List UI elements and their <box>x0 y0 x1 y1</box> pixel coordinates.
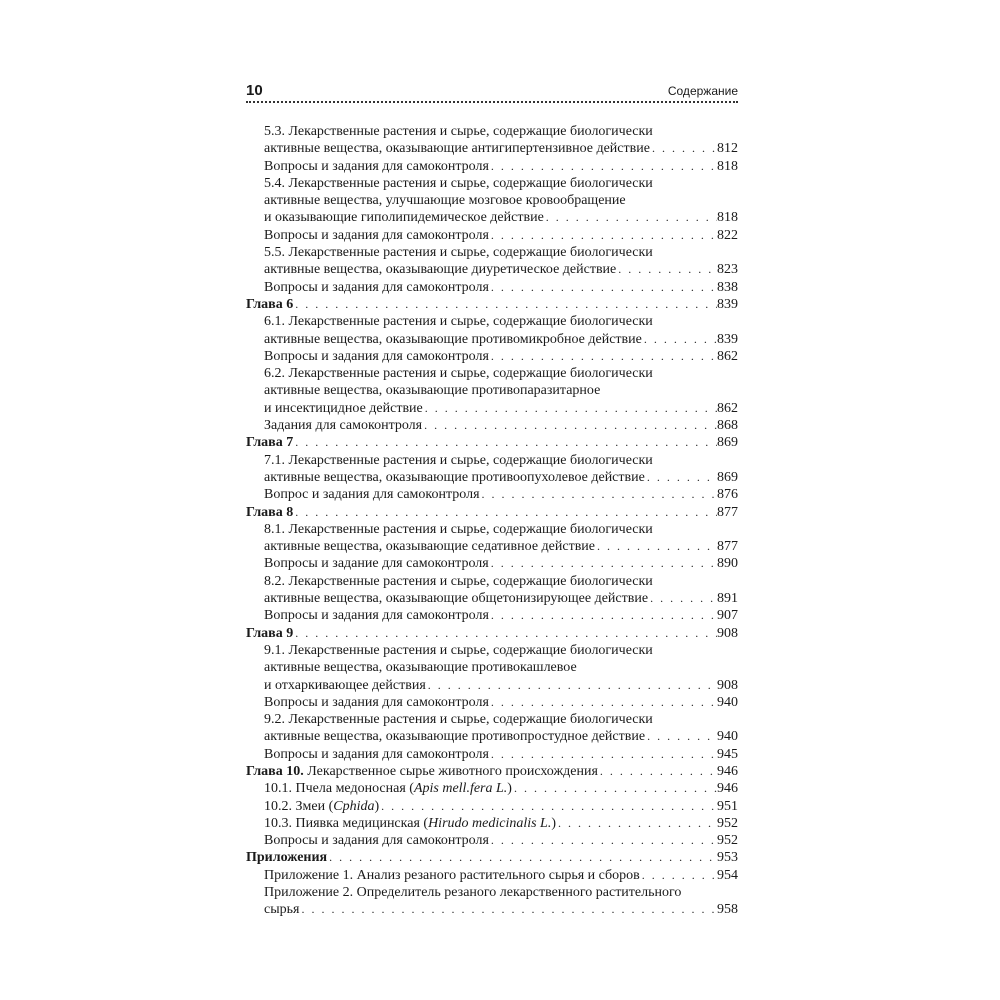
toc-entry <box>246 486 738 503</box>
toc-page-number: 877 <box>717 504 738 520</box>
toc-entry-line <box>246 123 738 140</box>
toc-entry-title: Глава 7 <box>246 435 294 451</box>
header-rule <box>246 101 738 103</box>
toc-entry-line <box>246 452 738 469</box>
toc-entry <box>246 815 738 832</box>
toc-entry-title: активные вещества, оказывающие противокашлевое <box>264 660 577 676</box>
toc-entry-title: активные вещества, оказывающие противоопухолевое действие <box>264 469 645 485</box>
toc-entry-title: активные вещества, оказывающие седативное действие <box>264 539 596 555</box>
dot-leader <box>645 728 717 745</box>
toc-entry-title: и отхаркивающее действия <box>264 677 426 693</box>
toc-page-number: 952 <box>717 833 738 849</box>
toc-entry-line <box>246 659 738 676</box>
dot-leader <box>293 625 717 642</box>
toc-entry-title: сырья <box>264 902 300 918</box>
toc-page-number: 890 <box>717 556 738 572</box>
toc-page-number: 877 <box>717 539 738 555</box>
dot-leader <box>480 486 717 503</box>
toc-entry-title: 8.2. Лекарственные растения и сырье, содержащие биологически <box>264 573 653 589</box>
toc-page-number: 953 <box>717 850 738 866</box>
toc-entry-title: 9.2. Лекарственные растения и сырье, содержащие биологически <box>264 712 653 728</box>
dot-leader <box>648 590 717 607</box>
toc-page-number: 862 <box>717 400 738 416</box>
dot-leader <box>293 504 717 521</box>
toc-entry-title: активные вещества, оказывающие противопростудное действие <box>264 729 646 745</box>
toc-page-number: 839 <box>717 331 738 347</box>
toc-entry <box>246 469 738 486</box>
toc-entry-line <box>246 365 738 382</box>
toc-entry <box>246 763 738 780</box>
toc-entry <box>246 607 738 624</box>
toc-entry <box>246 901 738 918</box>
toc-entry <box>246 140 738 157</box>
toc-page-number: 823 <box>717 262 738 278</box>
toc-entry-title: Вопросы и задания для самоконтроля <box>264 833 489 849</box>
toc-entry <box>246 209 738 226</box>
toc-entry <box>246 417 738 434</box>
running-title: Содержание <box>667 84 738 98</box>
dot-leader <box>423 400 717 417</box>
toc-entry-title: Вопросы и задания для самоконтроля <box>264 608 489 624</box>
dot-leader <box>379 798 717 815</box>
toc-entry <box>246 279 738 296</box>
toc-entry-title: Вопросы и задания для самоконтроля <box>264 227 489 243</box>
toc-page-number: 876 <box>717 487 738 503</box>
toc-entry <box>246 849 738 866</box>
toc-entry <box>246 832 738 849</box>
toc-entry-title: 9.1. Лекарственные растения и сырье, содержащие биологически <box>264 642 653 658</box>
dot-leader <box>640 867 717 884</box>
latin-name: Cphida <box>333 798 375 814</box>
toc-entry-title: 10.2. Змеи (Cphida) <box>264 798 380 814</box>
dot-leader <box>489 607 717 624</box>
toc-page-number: 954 <box>717 867 738 883</box>
toc-entry-title: 6.2. Лекарственные растения и сырье, содержащие биологически <box>264 366 653 382</box>
toc-entry <box>246 331 738 348</box>
toc-entry-title: активные вещества, улучшающие мозговое кровообращение <box>264 193 626 209</box>
dot-leader <box>489 348 717 365</box>
toc-entry <box>246 158 738 175</box>
toc-page-number: 945 <box>717 746 738 762</box>
toc-entry-title: Вопросы и задания для самоконтроля <box>264 746 489 762</box>
toc-entry-title: активные вещества, оказывающие противопаразитарное <box>264 383 601 399</box>
dot-leader <box>645 469 717 486</box>
toc-entry-title: Глава 9 <box>246 625 294 641</box>
toc-entry-title: 6.1. Лекарственные растения и сырье, содержащие биологически <box>264 314 653 330</box>
dot-leader <box>642 331 717 348</box>
dot-leader <box>489 555 717 572</box>
toc-entry-title: активные вещества, оказывающие антигипертензивное действие <box>264 141 650 157</box>
dot-leader <box>426 677 717 694</box>
toc-entry-line <box>246 192 738 209</box>
toc-entry-title: Вопросы и задания для самоконтроля <box>264 158 489 174</box>
toc-page-number: 907 <box>717 608 738 624</box>
toc-entry <box>246 780 738 797</box>
toc-entry-title: и оказывающие гиполипидемическое действие <box>264 210 544 226</box>
toc-page-number: 940 <box>717 729 738 745</box>
dot-leader <box>556 815 717 832</box>
dot-leader <box>489 158 717 175</box>
toc-entry <box>246 728 738 745</box>
toc-entry <box>246 227 738 244</box>
toc-page-number: 869 <box>717 469 738 485</box>
toc-entry-title: Приложения <box>246 850 328 866</box>
toc-entry-line <box>246 711 738 728</box>
toc-entry-title: 8.1. Лекарственные растения и сырье, содержащие биологически <box>264 521 653 537</box>
dot-leader <box>489 832 717 849</box>
toc-entry-title: 10.1. Пчела медоносная (Apis mell.fera L.) <box>264 781 512 797</box>
toc-entry-title: активные вещества, оказывающие общетонизирующее действие <box>264 591 649 607</box>
toc-entry-title: Вопросы и задания для самоконтроля <box>264 694 489 710</box>
toc-entry-line <box>246 884 738 901</box>
toc-entry <box>246 434 738 451</box>
toc-entry-title: Вопросы и задания для самоконтроля <box>264 279 489 295</box>
latin-name: Apis mell.fera L. <box>413 781 508 797</box>
dot-leader <box>489 227 717 244</box>
toc-entry-title: Вопросы и задания для самоконтроля <box>264 348 489 364</box>
toc-entry <box>246 400 738 417</box>
toc-entry-title: 10.3. Пиявка медицинская (Hirudo medicinalis L.) <box>264 815 557 831</box>
dot-leader <box>327 849 717 866</box>
toc-entry-title: активные вещества, оказывающие противомикробное действие <box>264 331 642 347</box>
toc-page-number: 891 <box>717 591 738 607</box>
toc-page-number: 839 <box>717 296 738 312</box>
toc-entry-line <box>246 521 738 538</box>
dot-leader <box>598 763 717 780</box>
toc-entry <box>246 348 738 365</box>
toc-entry-line <box>246 313 738 330</box>
toc-page-number: 908 <box>717 625 738 641</box>
toc-entry-title: и инсектицидное действие <box>264 400 423 416</box>
toc-entry-title: Приложение 2. Определитель резаного лекарственного растительного <box>264 885 682 901</box>
toc-page-number: 812 <box>717 141 738 157</box>
toc-page-number: 940 <box>717 694 738 710</box>
toc-entry <box>246 867 738 884</box>
toc-entry-title: 7.1. Лекарственные растения и сырье, содержащие биологически <box>264 452 653 468</box>
toc-entry <box>246 296 738 313</box>
dot-leader <box>650 140 717 157</box>
toc-entry <box>246 798 738 815</box>
toc-entry-line <box>246 175 738 192</box>
toc-entry <box>246 694 738 711</box>
toc-entry-title: активные вещества, оказывающие диуретическое действие <box>264 262 617 278</box>
toc-entry-title: Глава 8 <box>246 504 294 520</box>
toc-page-number: 838 <box>717 279 738 295</box>
toc-entry <box>246 261 738 278</box>
toc-page-number: 868 <box>717 418 738 434</box>
toc-entry-title: Задания для самоконтроля <box>264 418 423 434</box>
toc-entry-line <box>246 642 738 659</box>
toc-entry <box>246 677 738 694</box>
toc-entry <box>246 746 738 763</box>
dot-leader <box>512 780 717 797</box>
toc-page-number: 952 <box>717 815 738 831</box>
toc-entry-title: Вопрос и задания для самоконтроля <box>264 487 480 503</box>
page-header <box>246 83 738 99</box>
dot-leader <box>616 261 717 278</box>
toc-entry <box>246 625 738 642</box>
toc-page-number: 946 <box>717 763 738 779</box>
dot-leader <box>293 296 717 313</box>
toc-page-number: 869 <box>717 435 738 451</box>
page-number: 10 <box>246 82 263 99</box>
toc-page-number: 818 <box>717 158 738 174</box>
toc-entry-title: 5.3. Лекарственные растения и сырье, содержащие биологически <box>264 124 653 139</box>
latin-name: Hirudo medicinalis L. <box>428 815 552 831</box>
toc-entry <box>246 555 738 572</box>
toc-entry-title: Глава 10. Лекарственное сырье животного происхождения <box>246 763 598 779</box>
toc-page-number: 862 <box>717 348 738 364</box>
dot-leader <box>489 694 717 711</box>
dot-leader <box>595 538 717 555</box>
table-of-contents <box>246 123 738 919</box>
toc-entry-title: Приложение 1. Анализ резаного растительного сырья и сборов <box>264 867 640 883</box>
toc-entry-line <box>246 573 738 590</box>
toc-page-number: 958 <box>717 902 738 918</box>
toc-page-number: 908 <box>717 677 738 693</box>
dot-leader <box>293 434 717 451</box>
toc-entry-title: 5.4. Лекарственные растения и сырье, содержащие биологически <box>264 175 653 191</box>
toc-page-number: 946 <box>717 781 738 797</box>
dot-leader <box>489 746 717 763</box>
dot-leader <box>544 209 717 226</box>
toc-page-number: 951 <box>717 798 738 814</box>
toc-page-number: 822 <box>717 227 738 243</box>
toc-entry-title: Вопросы и задание для самоконтроля <box>264 556 489 572</box>
toc-entry-line <box>246 244 738 261</box>
toc-entry-line <box>246 382 738 399</box>
toc-entry-title: Глава 6 <box>246 296 294 312</box>
toc-entry-title: 5.5. Лекарственные растения и сырье, содержащие биологически <box>264 245 653 261</box>
dot-leader <box>422 417 717 434</box>
toc-entry <box>246 590 738 607</box>
toc-entry <box>246 504 738 521</box>
dot-leader <box>489 279 717 296</box>
toc-entry <box>246 538 738 555</box>
toc-page-number: 818 <box>717 210 738 226</box>
dot-leader <box>299 901 717 918</box>
